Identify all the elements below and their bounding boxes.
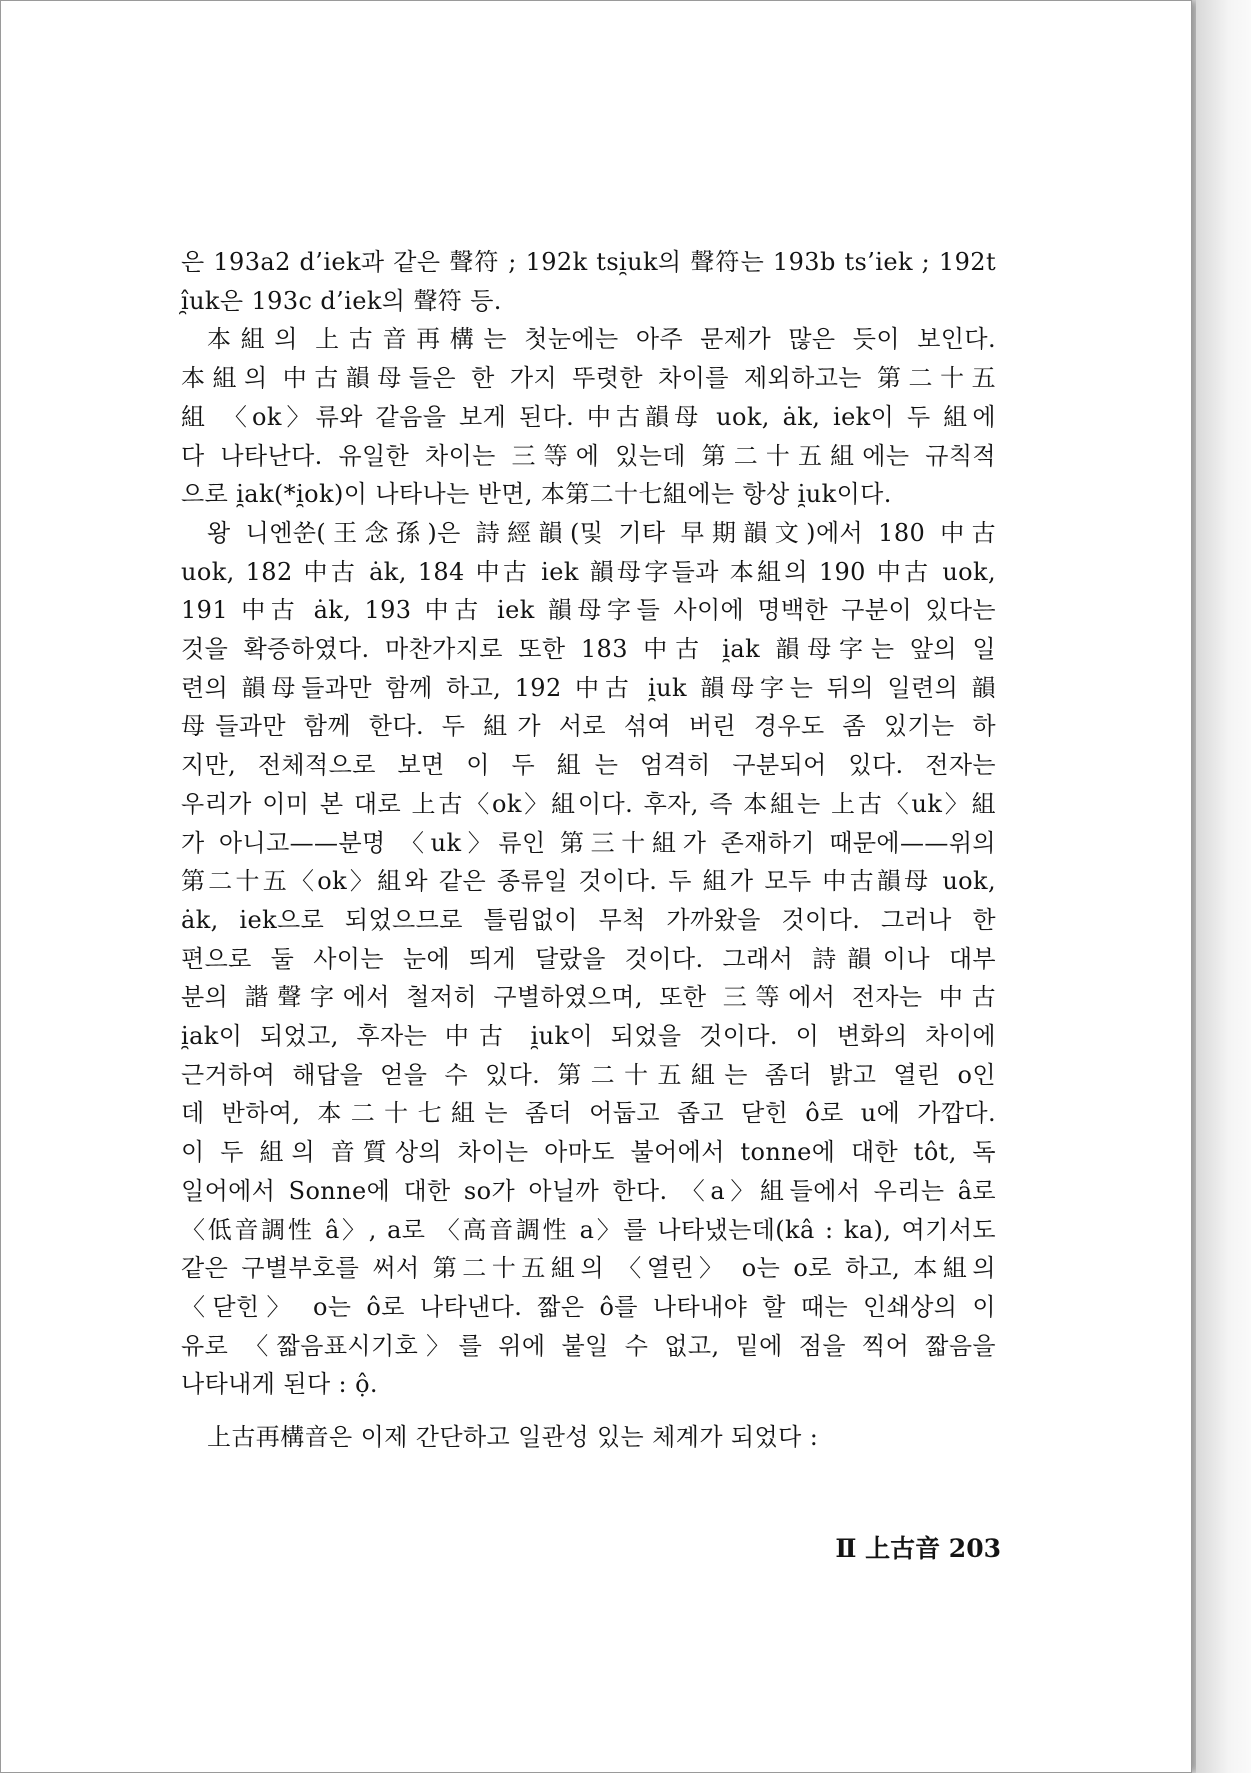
text-line: 이 두 組의 音質상의 차이는 아마도 불어에서 tonne에 대한 tôt, 독 [181, 1138, 996, 1167]
text-line: 組 〈ok〉류와 같음을 보게 된다. 中古韻母 uok, ȧk, iek이 두 組에 [181, 402, 997, 431]
text-line: 本組의 中古韻母들은 한 가지 뚜렷한 차이를 제외하고는 第二十五 [181, 364, 996, 393]
text-line: 本組의 上古音再構는 첫눈에는 아주 문제가 많은 듯이 보인다. [207, 325, 996, 354]
text-line: i̯ak이 되었고, 후자는 中古 i̯uk이 되었을 것이다. 이 변화의 차이에 [181, 1022, 996, 1051]
running-head-page-number: Ⅱ 上古音 203 [835, 1534, 1001, 1563]
text-line: 지만, 전체적으로 보면 이 두 組는 엄격히 구분되어 있다. 전자는 [181, 751, 996, 780]
text-line: 가 아니고——분명 〈uk〉류인 第三十組가 존재하기 때문에——위의 [181, 828, 996, 857]
text-line: 으로 i̯ak(*i̯ok)이 나타나는 반면, 本第二十七組에는 항상 i̯uk이다. [181, 480, 892, 509]
text-line: 유로 〈짧음표시기호〉를 위에 붙일 수 없고, 밑에 점을 찍어 짧음을 [181, 1331, 996, 1360]
text-line: 은 193a2 d’iek과 같은 聲符 ; 192k tsi̯uk의 聲符는 193b ts’iek ; 192t [181, 248, 996, 276]
text-line: 〈닫힌〉 o는 ô로 나타낸다. 짧은 ô를 나타내야 할 때는 인쇄상의 이 [181, 1292, 996, 1321]
text-line: 왕 니엔쑨(王念孫)은 詩經韻(및 기타 早期韻文)에서 180 中古 [207, 518, 996, 547]
text-line: uok, 182 中古 ȧk, 184 中古 iek 韻母字들과 本組의 190 中古 uok, [181, 557, 996, 586]
text-line: 분의 諧聲字에서 철저히 구별하였으며, 또한 三等에서 전자는 中古 [181, 983, 996, 1012]
text-line: 데 반하여, 本二十七組는 좀더 어둡고 좁고 닫힌 ô로 u에 가깝다. [181, 1099, 996, 1128]
text-line: 191 中古 ȧk, 193 中古 iek 韻母字들 사이에 명백한 구분이 있다는 [181, 596, 996, 625]
text-line: 것을 확증하였다. 마찬가지로 또한 183 中古 i̯ak 韻母字는 앞의 일 [181, 635, 996, 664]
page-edge-shadow [1196, 0, 1251, 1773]
text-line: 第二十五〈ok〉組와 같은 종류일 것이다. 두 組가 모두 中古韻母 uok, [181, 867, 996, 896]
text-line: 련의 韻母들과만 함께 하고, 192 中古 i̯uk 韻母字는 뒤의 일련의 韻 [181, 673, 996, 702]
text-line: 母들과만 함께 한다. 두 組가 서로 섞여 버린 경우도 좀 있기는 하 [181, 712, 996, 741]
text-line: 우리가 이미 본 대로 上古〈ok〉組이다. 후자, 즉 本組는 上古〈uk〉組 [181, 789, 996, 818]
text-line: 편으로 둘 사이는 눈에 띄게 달랐을 것이다. 그래서 詩韻이나 대부 [181, 944, 996, 973]
text-line: 근거하여 해답을 얻을 수 있다. 第二十五組는 좀더 밝고 열린 o인 [181, 1060, 996, 1089]
text-line: 일어에서 Sonne에 대한 so가 아닐까 한다. 〈a〉組들에서 우리는 â로 [181, 1176, 996, 1205]
text-line: 〈低音調性 â〉, a로 〈高音調性 a〉를 나타냈는데(kâ : ka), 여기서도 [181, 1215, 996, 1244]
text-line: 上古再構音은 이제 간단하고 일관성 있는 체계가 되었다 : [207, 1423, 819, 1452]
body-text [181, 243, 996, 1457]
text-line: 같은 구별부호를 써서 第二十五組의 〈열린〉 o는 o로 하고, 本組의 [181, 1254, 996, 1283]
text-line: 다 나타난다. 유일한 차이는 三等에 있는데 第二十五組에는 규칙적 [181, 441, 996, 470]
text-line: ȧk, iek으로 되었으므로 틀림없이 무척 가까왔을 것이다. 그러나 한 [181, 905, 996, 934]
text-line: 나타내게 된다 : ộ. [181, 1370, 378, 1399]
text-line: î̯uk은 193c d’iek의 聲符 등. [181, 286, 502, 315]
